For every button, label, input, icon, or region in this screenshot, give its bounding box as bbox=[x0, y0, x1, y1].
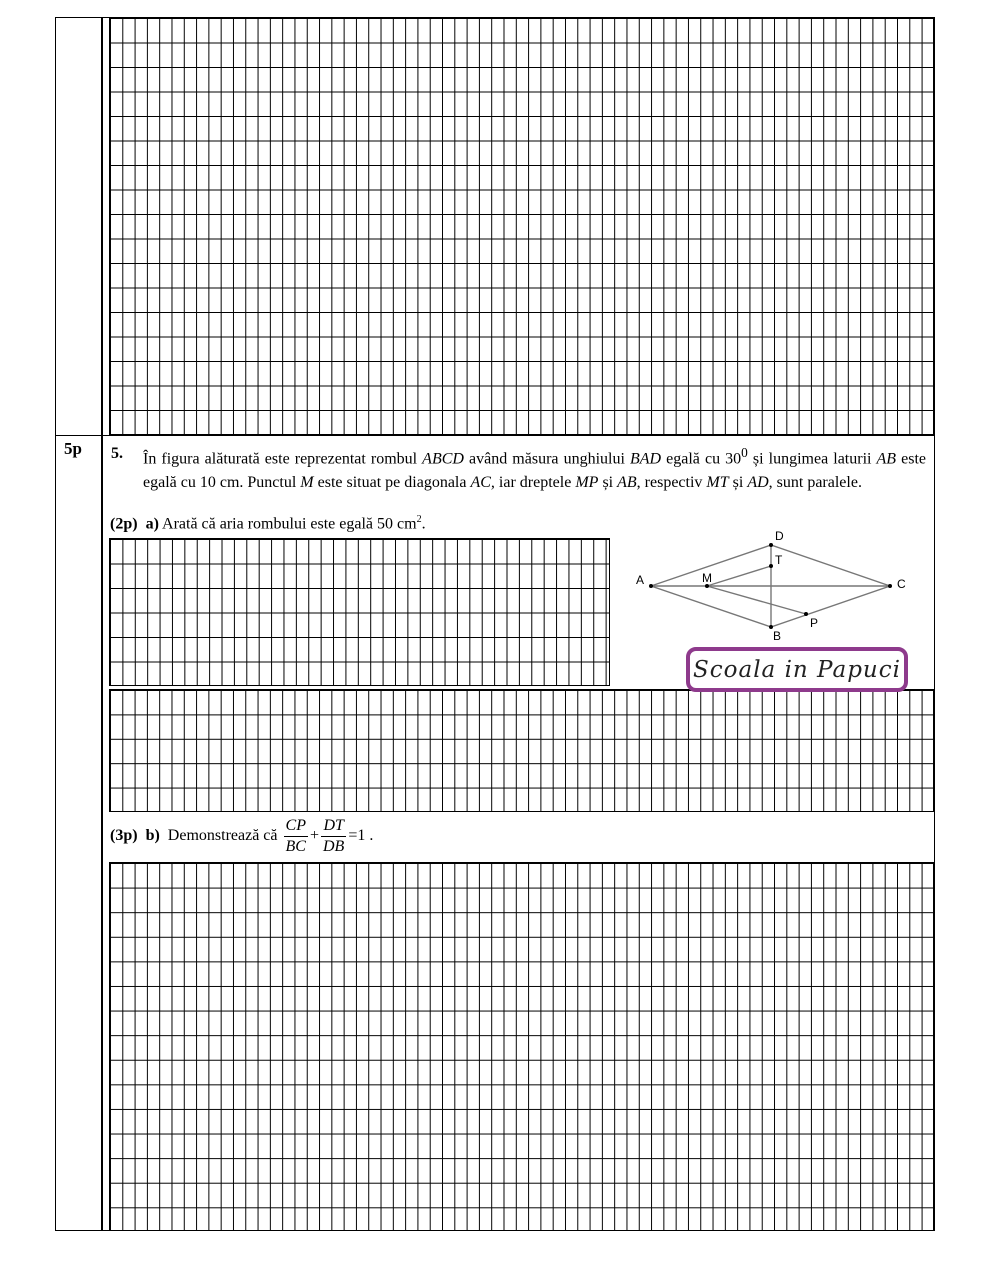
part-a-prompt: (2p) a) Arată că aria rombului este egală 50 $cm^2$. bbox=[110, 514, 426, 533]
label-d: D bbox=[775, 529, 784, 543]
watermark-logo: Scoala in Papuci bbox=[686, 647, 908, 692]
label-c: C bbox=[897, 577, 906, 591]
fraction-cp-bc: $\frac{CP}{BC}$ bbox=[285, 817, 306, 855]
answer-grid-part-a[interactable] bbox=[109, 538, 610, 686]
content-column bbox=[102, 17, 108, 1231]
problem-number: 5. bbox=[111, 445, 123, 462]
point-t bbox=[769, 564, 773, 568]
row-divider bbox=[55, 435, 935, 436]
score-column bbox=[55, 17, 102, 1231]
label-a: A bbox=[636, 573, 645, 587]
point-p bbox=[804, 612, 808, 616]
fraction-dt-db: $\frac{DT}{DB}$ bbox=[323, 817, 345, 855]
answer-grid-top[interactable] bbox=[109, 17, 934, 435]
problem-score: 5p bbox=[64, 439, 82, 458]
problem-statement: În figura alăturată este reprezentat rombul ABCD având măsura unghiului BAD egală cu $30^0$ și lungimea laturii AB este egală cu 10 cm. Punctul M este situat pe diagonala AC, iar dreptele MP și AB, respectiv MT și AD, sunt paralele. bbox=[143, 445, 927, 492]
point-a bbox=[649, 584, 653, 588]
rhombus-figure bbox=[620, 520, 920, 645]
answer-grid-middle[interactable] bbox=[109, 689, 934, 812]
label-t: T bbox=[775, 553, 783, 567]
label-p: P bbox=[810, 616, 819, 630]
point-d bbox=[769, 543, 773, 547]
answer-grid-part-b[interactable] bbox=[109, 862, 934, 1231]
point-c bbox=[888, 584, 892, 588]
segment-mt bbox=[707, 566, 771, 586]
label-b: B bbox=[773, 629, 782, 643]
label-m: M bbox=[702, 571, 712, 585]
part-b-prompt: (3p) b) Demonstrează că $\frac{CP}{BC}$ + $\frac{DT}{DB}$ =1 . bbox=[110, 817, 374, 855]
